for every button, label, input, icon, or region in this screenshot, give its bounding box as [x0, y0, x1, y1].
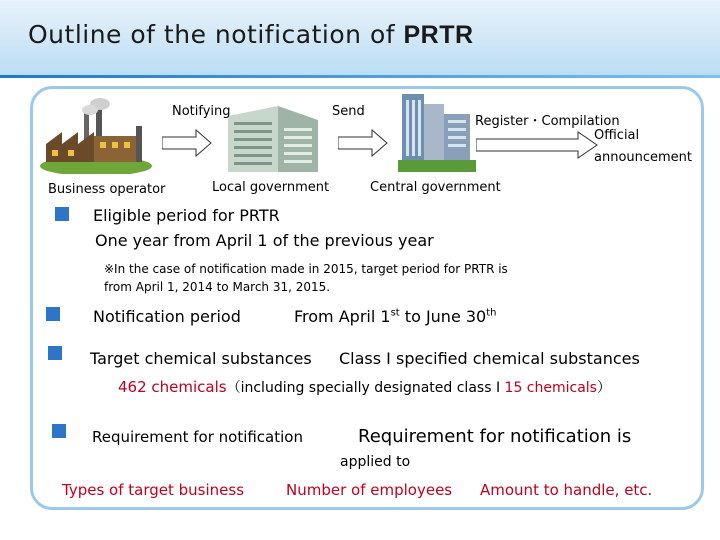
title-bar	[0, 0, 720, 78]
local-government-building-icon	[218, 100, 328, 174]
arrow-notifying	[162, 128, 212, 158]
target-label: Target chemical substances	[90, 349, 312, 368]
bullet-eligible	[55, 207, 69, 221]
title-text: Outline of the notification of	[28, 20, 404, 49]
arrow-register	[476, 130, 598, 160]
arrow-send	[338, 128, 388, 158]
bullet-requirement	[52, 424, 66, 438]
requirement-label: Requirement for notification	[92, 428, 303, 446]
eligible-detail: One year from April 1 of the previous year	[95, 231, 434, 250]
period-start-suffix: st	[390, 307, 400, 319]
requirement-value-2: applied to	[340, 454, 411, 470]
bullet-notification-period	[46, 307, 60, 321]
target-paren-open: （including specially designated class Ⅰ	[226, 380, 505, 396]
title-underline	[0, 75, 720, 78]
period-start: From April 1	[294, 307, 391, 326]
label-business-operator: Business operator	[48, 182, 166, 197]
target-count-designated: 15 chemicals	[504, 380, 597, 396]
factory-icon	[40, 96, 152, 174]
label-notifying: Notifying	[172, 104, 231, 119]
eligible-heading: Eligible period for PRTR	[93, 206, 280, 225]
label-register: Register・Compilation	[475, 114, 620, 129]
notification-period-label: Notification period	[93, 307, 241, 326]
bullet-target	[48, 346, 62, 360]
requirement-value-1: Requirement for notification is	[358, 426, 632, 447]
slide-title	[28, 20, 474, 50]
central-government-building-icon	[398, 90, 476, 174]
period-end: to June 30	[399, 307, 487, 326]
title-bold: PRTR	[403, 21, 474, 49]
target-count-line	[118, 377, 611, 397]
notification-period-value	[294, 307, 497, 326]
label-central-government: Central government	[370, 180, 501, 195]
requirement-employees: Number of employees	[286, 481, 453, 499]
requirement-amount: Amount to handle, etc.	[480, 481, 653, 499]
label-official: Official	[594, 128, 640, 143]
requirement-types: Types of target business	[62, 481, 245, 499]
eligible-note-2: from April 1, 2014 to March 31, 2015.	[104, 280, 331, 294]
label-local-government: Local government	[212, 180, 330, 195]
target-paren-close: ）	[596, 380, 611, 396]
eligible-note-1: ※In the case of notification made in 2015, target period for PRTR is	[104, 262, 508, 276]
label-send: Send	[332, 104, 365, 119]
label-announcement: announcement	[594, 150, 693, 165]
target-count: 462 chemicals	[118, 378, 227, 396]
target-value: Class Ⅰ specified chemical substances	[339, 349, 640, 368]
period-end-suffix: th	[486, 307, 497, 319]
